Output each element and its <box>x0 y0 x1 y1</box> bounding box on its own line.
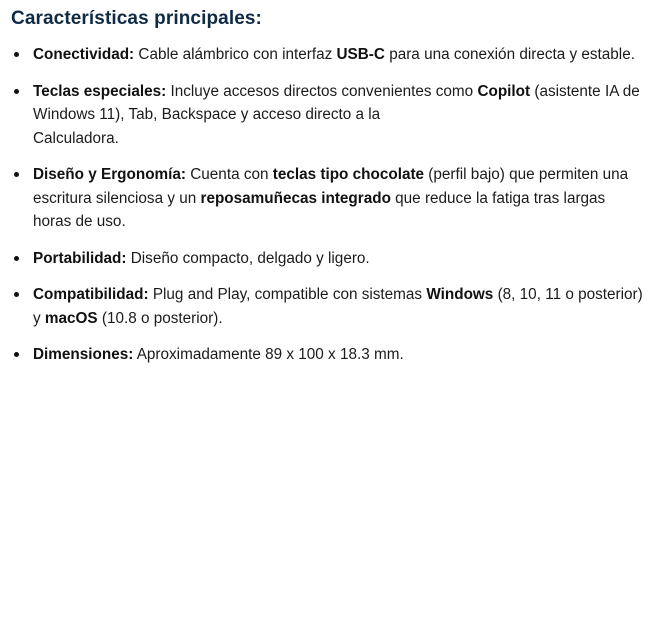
bullet-icon <box>14 172 19 177</box>
body-text: que reduce la fatiga tras largas horas de uso. <box>33 189 606 230</box>
bold-text: USB-C <box>336 46 385 63</box>
features-list <box>11 43 655 367</box>
list-item <box>11 343 645 367</box>
list-item <box>11 247 645 271</box>
bold-text: Dimensiones: <box>33 346 134 363</box>
body-text: (10.8 o posterior). <box>97 309 223 327</box>
bold-text: Conectividad: <box>33 46 135 63</box>
bold-text: Portabilidad: <box>33 249 127 267</box>
section-heading: Características principales: <box>11 8 262 29</box>
body-text: Incluye accesos directos convenientes como <box>166 82 478 100</box>
bold-text: Compatibilidad: <box>33 286 149 303</box>
bold-text: Copilot <box>477 82 531 100</box>
body-text: Plug and Play, compatible con sistemas <box>148 286 427 303</box>
bullet-icon <box>14 292 19 297</box>
bold-text: reposamuñecas integrado <box>200 189 391 207</box>
bullet-icon <box>14 256 19 261</box>
list-item <box>11 43 645 67</box>
list-item <box>11 163 645 234</box>
bold-text: Teclas especiales: <box>33 82 167 100</box>
body-text: para una conexión directa y estable. <box>384 46 635 63</box>
bullet-icon <box>14 89 19 94</box>
body-text: (asistente IA de Windows 11), Tab, Backspace y acceso directo a la <box>33 82 640 123</box>
list-item <box>11 80 645 151</box>
bullet-icon <box>14 52 19 57</box>
bullet-icon <box>14 352 19 357</box>
body-text: Calculadora. <box>33 129 119 147</box>
body-text: (perfil bajo) que permiten una escritura silenciosa y un <box>33 166 629 207</box>
list-item <box>11 283 645 330</box>
bold-text: teclas tipo chocolate <box>272 166 425 183</box>
bold-text: macOS <box>44 309 98 327</box>
body-text: Aproximadamente 89 x 100 x 18.3 mm. <box>133 346 404 363</box>
body-text: (8, 10, 11 o posterior) y <box>33 286 643 327</box>
body-text: Cuenta con <box>186 166 273 183</box>
bold-text: Windows <box>426 286 494 303</box>
bold-text: Diseño y Ergonomía: <box>33 166 186 183</box>
body-text: Cable alámbrico con interfaz <box>134 46 337 63</box>
body-text: Diseño compacto, delgado y ligero. <box>126 249 370 267</box>
